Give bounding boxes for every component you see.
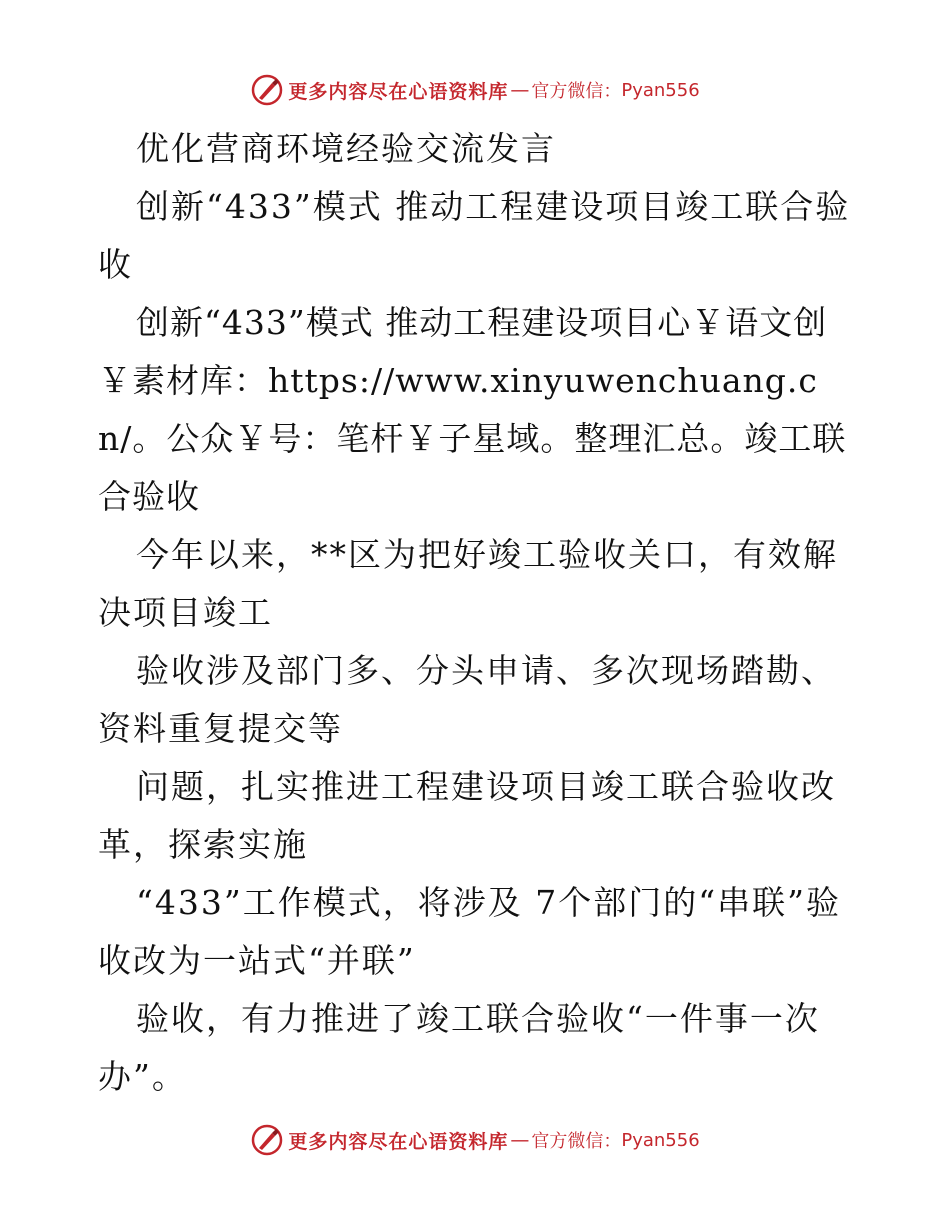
footer-watermark — [0, 1120, 950, 1160]
doc-paragraph: 创新“433”模式 推动工程建设项目心￥语文创￥素材库：https://www.xinyuwenchuang.cn/。公众￥号：笔杆￥子星域。整理汇总。竣工联合验收 — [98, 303, 847, 516]
doc-paragraph: 验收，有力推进了竣工联合验收“一件事一次办”。 — [98, 999, 820, 1096]
banner-dash: — — [510, 79, 530, 101]
doc-subtitle: 创新“433”模式 推动工程建设项目竣工联合验收 — [98, 187, 851, 284]
banner-brand: 更多内容尽在心语资料库 — [288, 1130, 509, 1153]
banner-wechat-id: Pyan556 — [621, 1129, 700, 1151]
doc-paragraph: 问题，扎实推进工程建设项目竣工联合验收改革，探索实施 — [98, 767, 836, 864]
pen-logo-icon — [250, 1123, 284, 1157]
header-watermark — [0, 70, 950, 110]
pen-logo-icon — [250, 73, 284, 107]
doc-paragraph: 验收涉及部门多、分头申请、多次现场踏勘、资料重复提交等 — [98, 651, 836, 748]
document-body — [98, 120, 858, 1106]
banner-wechat-id: Pyan556 — [621, 79, 700, 101]
banner-brand: 更多内容尽在心语资料库 — [288, 80, 509, 103]
banner-dash: — — [510, 1129, 530, 1151]
doc-paragraph: 今年以来，**区为把好竣工验收关口，有效解决项目竣工 — [98, 535, 838, 632]
banner-wechat-label: 官方微信： — [531, 1131, 622, 1152]
doc-paragraph: “433”工作模式，将涉及 7个部门的“串联”验收改为一站式“并联” — [98, 883, 841, 980]
doc-title: 优化营商环境经验交流发言 — [136, 129, 556, 168]
banner-wechat-label: 官方微信： — [531, 81, 622, 102]
